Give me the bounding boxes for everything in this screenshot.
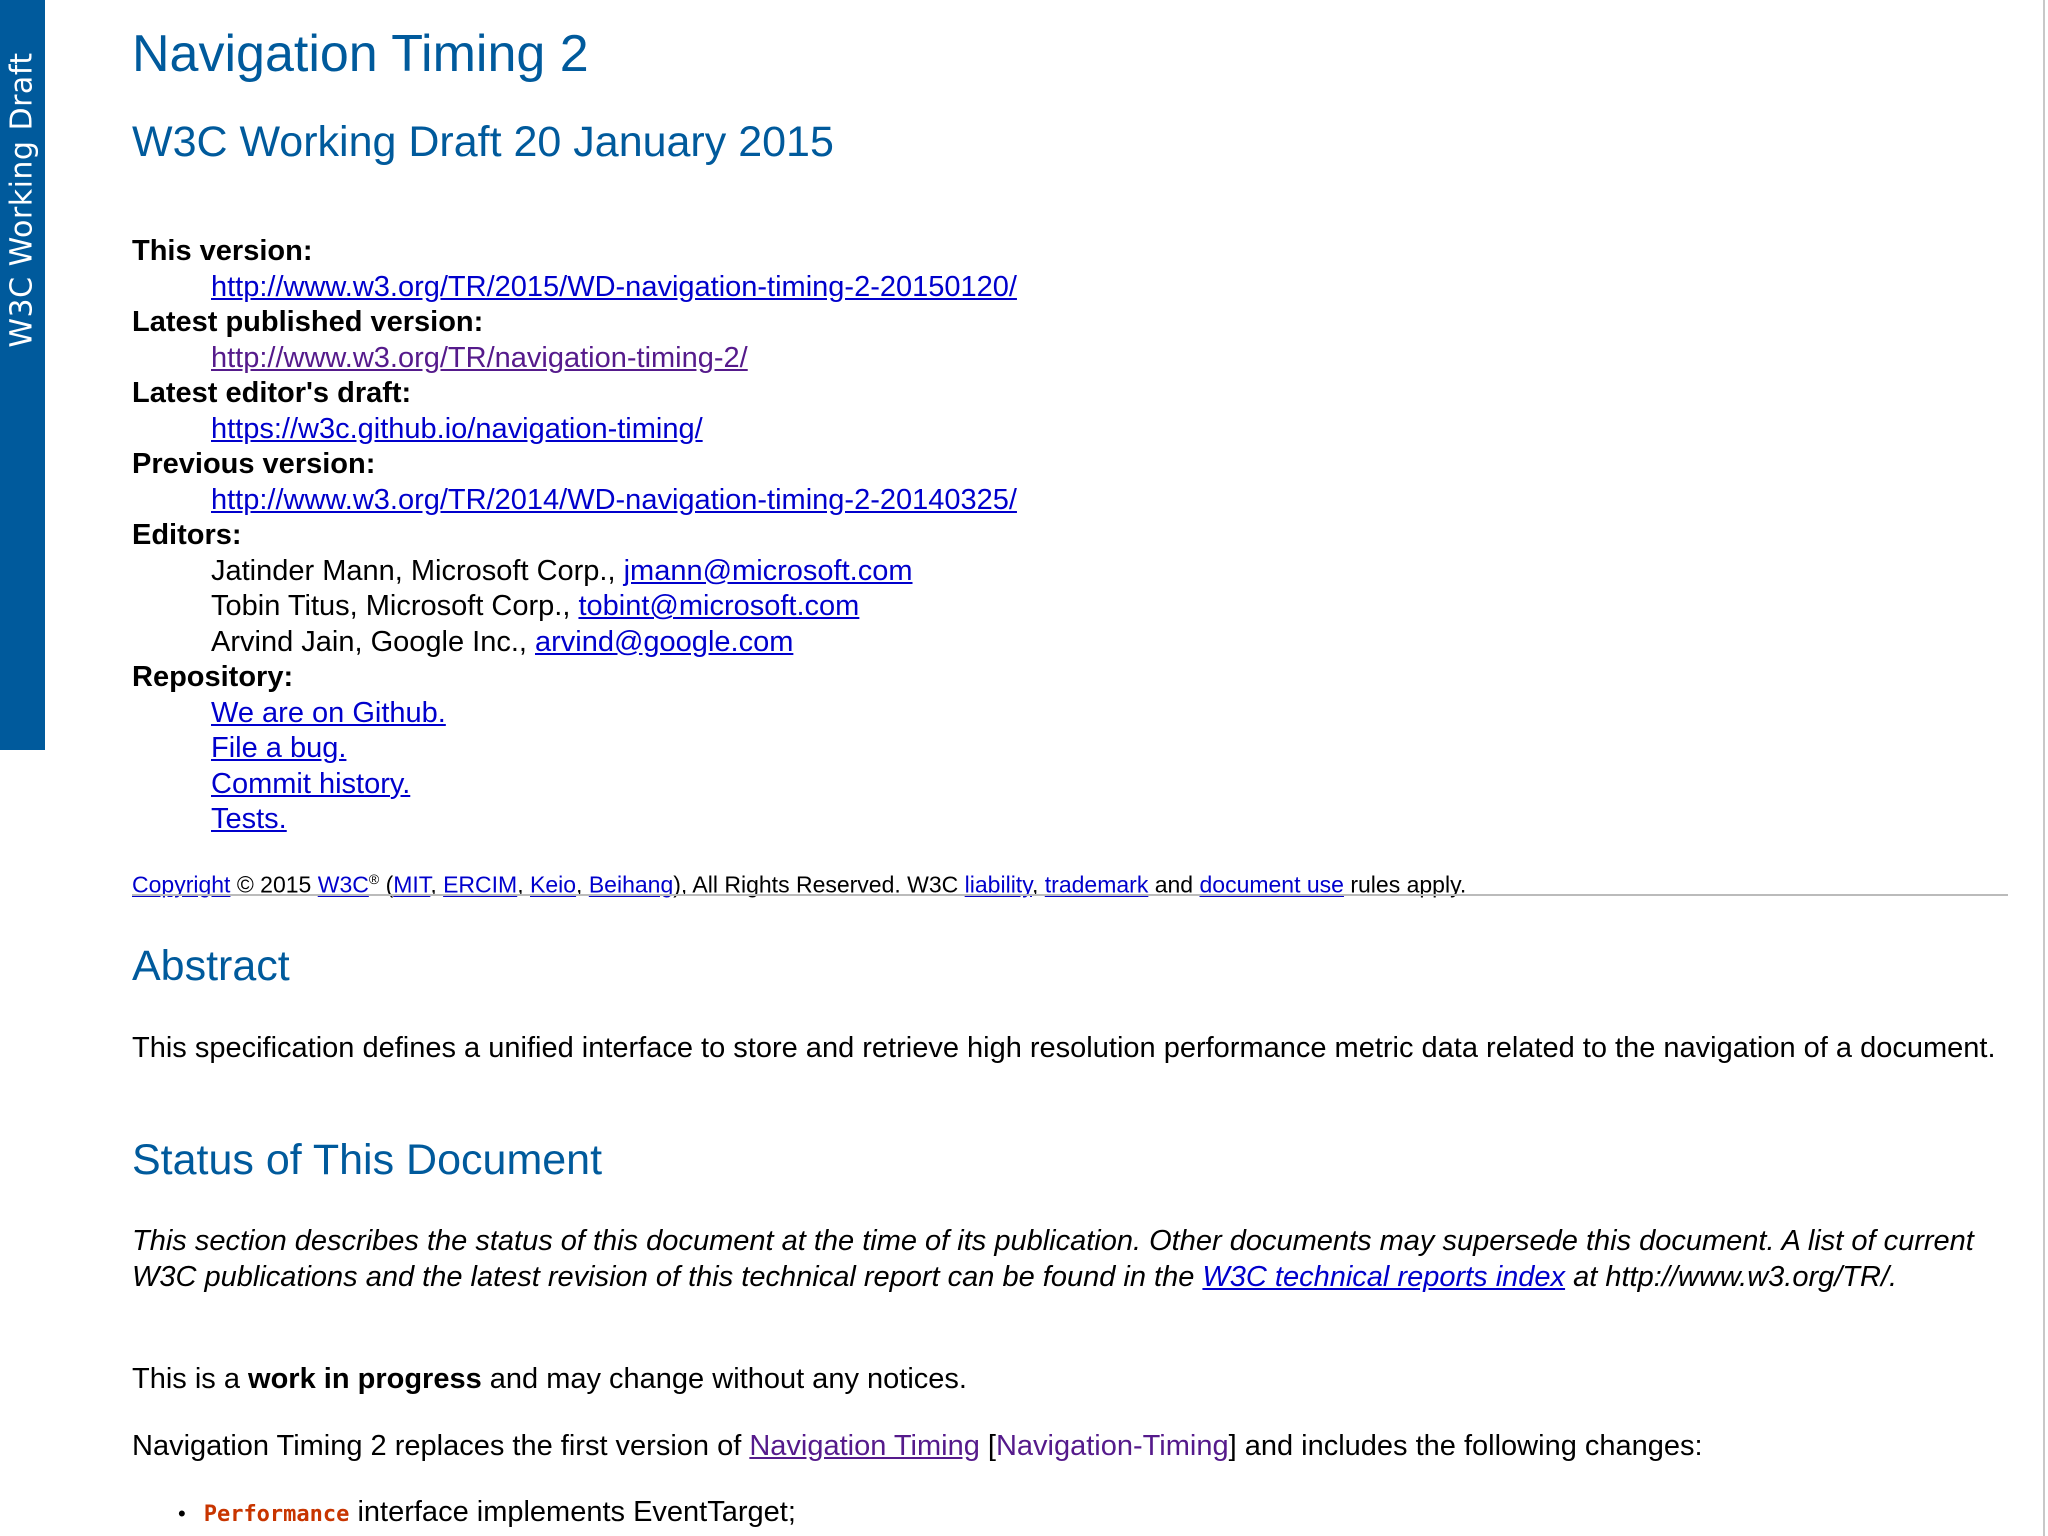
previous-version-label: Previous version: [132, 448, 376, 480]
status-intro-text: This section describes the status of this document at the time of its publication. Other documents may supersede this document. A list of current W3C publications and the latest revision of this technical report can be found in the [132, 1225, 1974, 1293]
file-bug-link[interactable]: File a bug. [211, 732, 347, 764]
trademark-link[interactable]: trademark [1044, 871, 1149, 898]
repository-item [211, 731, 1832, 767]
navigation-timing-link[interactable]: Navigation Timing [749, 1430, 980, 1462]
previous-version-link[interactable]: http://www.w3.org/TR/2014/WD-navigation-timing-2-20140325/ [211, 483, 1017, 516]
abstract-heading: Abstract [132, 942, 290, 990]
wip-emphasis: work in progress [248, 1363, 482, 1395]
replaces-suffix: ] and includes the following changes: [1228, 1430, 1703, 1462]
commit-history-link[interactable]: Commit history. [211, 767, 411, 800]
tech-reports-index-link[interactable]: W3C technical reports index [1202, 1261, 1566, 1293]
latest-published-link[interactable]: http://www.w3.org/TR/navigation-timing-2/ [211, 341, 748, 374]
w3c-link[interactable]: W3C [317, 871, 369, 898]
latest-editors-draft-item [211, 412, 1832, 448]
performance-interface-code: Performance [203, 1502, 350, 1527]
keio-link[interactable]: Keio [530, 871, 577, 898]
this-version-link[interactable]: http://www.w3.org/TR/2015/WD-navigation-timing-2-20150120/ [211, 270, 1017, 303]
repository-item [211, 696, 1832, 732]
replaces-statement [132, 1428, 2012, 1464]
github-link[interactable]: We are on Github. [211, 696, 446, 729]
navigation-timing-ref-link[interactable]: Navigation-Timing [995, 1430, 1229, 1462]
work-in-progress-note [132, 1361, 2012, 1397]
replaces-prefix: Navigation Timing 2 replaces the first version of [132, 1430, 750, 1462]
latest-editors-draft-label: Latest editor's draft: [132, 377, 412, 409]
latest-editors-draft-link[interactable]: https://w3c.github.io/navigation-timing/ [211, 412, 703, 445]
editor-email-link[interactable]: jmann@microsoft.com [623, 554, 913, 587]
right-frame-border [2043, 0, 2045, 1536]
wip-suffix: and may change without any notices. [481, 1363, 967, 1395]
tests-link[interactable]: Tests. [211, 803, 287, 835]
change-list-item [178, 1496, 796, 1529]
rules-text: rules apply. [1343, 871, 1467, 898]
registered-mark: ® [368, 871, 380, 887]
page-subtitle: W3C Working Draft 20 January 2015 [132, 118, 834, 166]
latest-published-label: Latest published version: [132, 306, 484, 338]
liability-link[interactable]: liability [964, 871, 1032, 898]
rights-text: ), All Rights Reserved. W3C [673, 871, 965, 898]
editor-entry [211, 589, 1832, 625]
editor-name: Tobin Titus, Microsoft Corp., [211, 590, 579, 622]
repository-item [211, 767, 1832, 803]
w3c-working-draft-badge [0, 0, 45, 750]
mit-link[interactable]: MIT [393, 871, 431, 898]
copyright-year: © 2015 [230, 871, 318, 898]
copyright-sep: , [1032, 871, 1045, 898]
editor-entry [211, 554, 1832, 590]
document-use-link[interactable]: document use [1199, 871, 1344, 898]
latest-published-item [211, 341, 1832, 377]
badge-label: W3C Working Draft [4, 52, 40, 348]
wip-prefix: This is a [132, 1363, 249, 1395]
abstract-text: This specification defines a unified interface to store and retrieve high resolution performance metric data related to the navigation of a document. [132, 1032, 1996, 1064]
repository-item [211, 802, 1832, 838]
ercim-link[interactable]: ERCIM [443, 871, 518, 898]
editor-entry [211, 625, 1832, 661]
editors-label: Editors: [132, 519, 242, 551]
editor-email-link[interactable]: tobint@microsoft.com [578, 590, 860, 622]
copyright-sep: , [517, 871, 530, 898]
beihang-link[interactable]: Beihang [588, 871, 674, 898]
bullet-dot-icon: • [178, 1501, 186, 1526]
editor-name: Arvind Jain, Google Inc., [211, 625, 535, 658]
ref-open: [ [979, 1430, 996, 1462]
bullet-text: interface implements EventTarget; [349, 1496, 796, 1528]
this-version-item [211, 270, 1832, 306]
and-text: and [1148, 871, 1200, 898]
status-intro-url: at http://www.w3.org/TR/. [1565, 1261, 1898, 1293]
status-intro [132, 1223, 2012, 1295]
editor-name: Jatinder Mann, Microsoft Corp., [211, 554, 624, 587]
copyright-sep: , [576, 871, 589, 898]
section-divider [132, 894, 2008, 896]
editor-email-link[interactable]: arvind@google.com [535, 625, 794, 658]
document-metadata [132, 234, 1832, 838]
status-heading: Status of This Document [132, 1136, 603, 1184]
repository-label: Repository: [132, 661, 294, 693]
copyright-sep: , [430, 871, 444, 898]
copyright-paren: ( [379, 871, 394, 898]
page-title: Navigation Timing 2 [132, 25, 589, 83]
this-version-label: This version: [132, 235, 313, 267]
previous-version-item [211, 483, 1832, 519]
copyright-link[interactable]: Copyright [132, 871, 231, 898]
